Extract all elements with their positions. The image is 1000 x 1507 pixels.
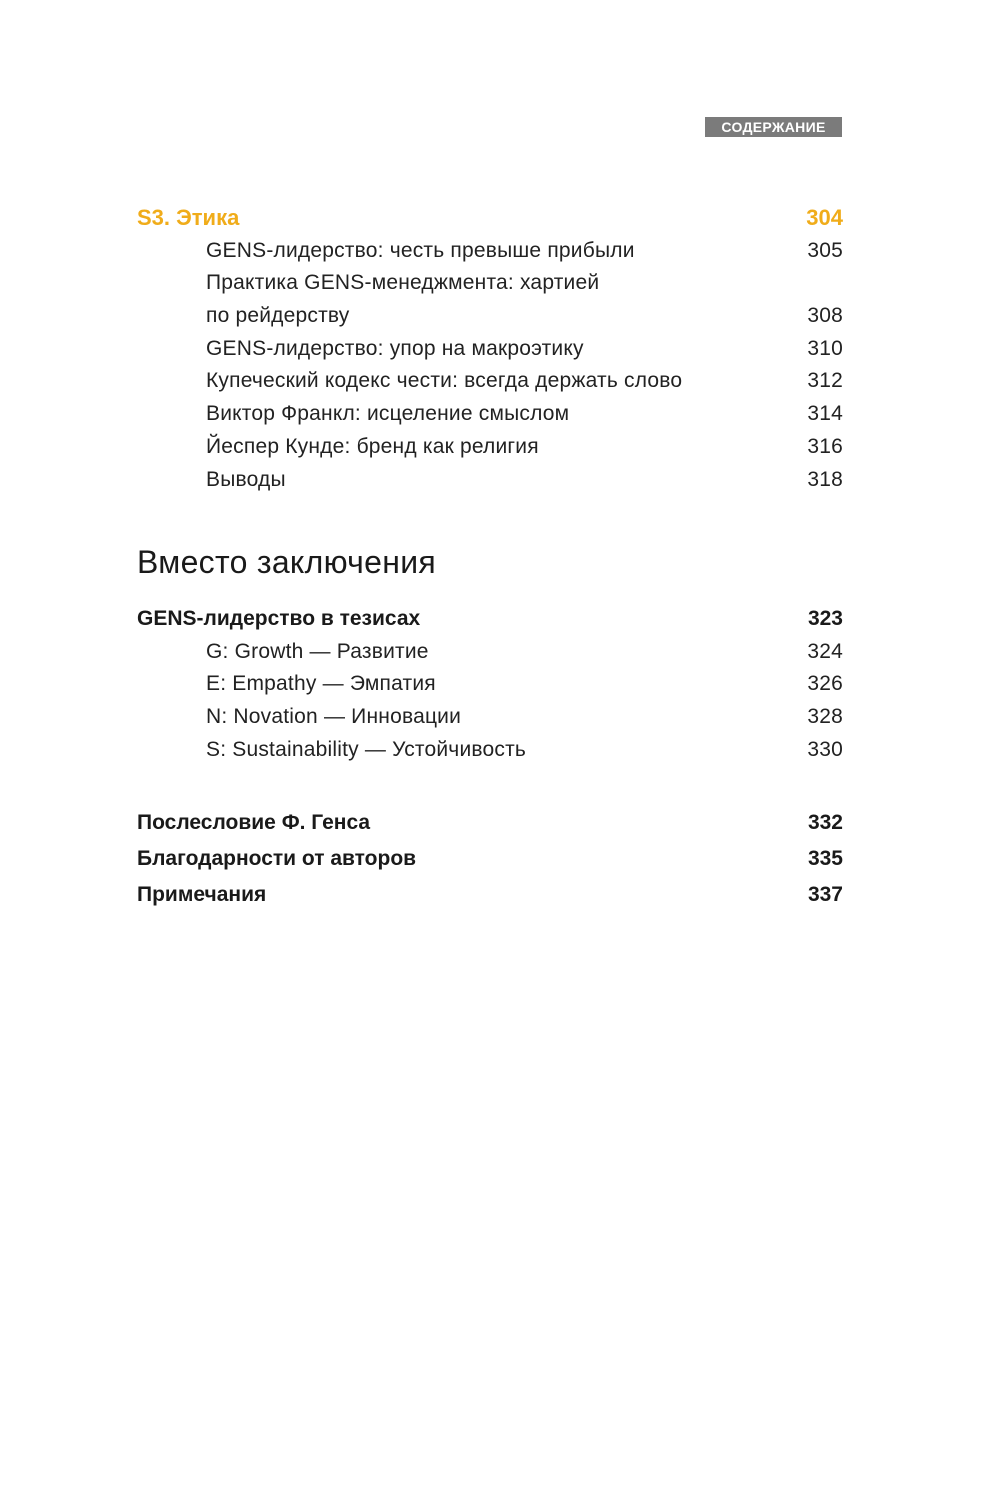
toc-entry[interactable]: [137, 267, 843, 300]
toc-chapter-title: Примечания: [137, 883, 267, 906]
toc-entry-label: Йеспер Кунде: бренд как религия: [206, 434, 539, 458]
toc-entry[interactable]: [137, 636, 843, 669]
toc-chapter-row[interactable]: [137, 841, 843, 877]
toc-chapter-page: 335: [807, 847, 843, 870]
toc-chapter-title: S3. Этика: [137, 205, 240, 230]
toc-entry-label: Выводы: [206, 467, 286, 491]
toc-entry[interactable]: [137, 235, 843, 268]
toc-entry[interactable]: [137, 701, 843, 734]
section-title: Вместо заключения: [137, 544, 437, 580]
toc-entry[interactable]: [137, 431, 843, 464]
toc-chapter-page: 304: [806, 205, 843, 230]
toc-entry-label: E: Empathy — Эмпатия: [206, 672, 436, 696]
toc-entry-page: 312: [807, 369, 843, 393]
toc-chapter-page: 332: [807, 811, 843, 834]
toc-entry[interactable]: [137, 300, 843, 333]
toc-section-final: [137, 805, 843, 913]
toc-entry-page: 318: [807, 467, 843, 491]
toc-entry-label: GENS-лидерство: честь превыше прибыли: [206, 238, 635, 262]
toc-entry[interactable]: [137, 734, 843, 767]
toc-chapter-title: GENS-лидерство в тезисах: [137, 607, 421, 630]
toc-section-s3: [137, 202, 843, 496]
toc-entry-label: Практика GENS-менеджмента: хартией: [206, 271, 600, 295]
toc-chapter-title: Послесловие Ф. Генса: [137, 811, 371, 834]
toc-entry-page: 314: [807, 402, 843, 426]
toc-entry-label: Виктор Франкл: исцеление смыслом: [206, 402, 570, 426]
toc-chapter-page: 323: [807, 607, 843, 630]
toc-chapter-row[interactable]: [137, 202, 843, 235]
toc-entry[interactable]: [137, 333, 843, 366]
toc-entry-page: 328: [807, 705, 843, 729]
toc-entry-page: 316: [807, 434, 843, 458]
toc-entry[interactable]: [137, 398, 843, 431]
toc-chapter-page: 337: [807, 883, 843, 906]
toc-entry[interactable]: [137, 464, 843, 497]
toc-entry-page: 305: [807, 238, 843, 262]
toc-entry-page: 324: [807, 639, 843, 663]
toc-section-conclusion: [137, 603, 843, 766]
toc-entry-label: G: Growth — Развитие: [206, 639, 429, 663]
toc-entry[interactable]: [137, 365, 843, 398]
toc-entry-page: 310: [807, 336, 843, 360]
toc-entry-label: N: Novation — Инновации: [206, 705, 462, 729]
toc-entry-page: 308: [807, 304, 843, 328]
toc-chapter-row[interactable]: [137, 805, 843, 841]
toc-entry-label: Купеческий кодекс чести: всегда держать слово: [206, 369, 683, 393]
toc-entry-page: 326: [807, 672, 843, 696]
toc-chapter-row[interactable]: [137, 877, 843, 913]
toc-entry-label: S: Sustainability — Устойчивость: [206, 737, 527, 761]
toc-entry-page: 330: [807, 737, 843, 761]
toc-chapter-row[interactable]: [137, 603, 843, 636]
toc-entry[interactable]: [137, 668, 843, 701]
running-head: СОДЕРЖАНИЕ: [705, 117, 842, 137]
toc-chapter-title: Благодарности от авторов: [137, 847, 417, 870]
toc-entry-label: GENS-лидерство: упор на макроэтику: [206, 336, 584, 360]
toc-entry-label: по рейдерству: [206, 304, 350, 328]
